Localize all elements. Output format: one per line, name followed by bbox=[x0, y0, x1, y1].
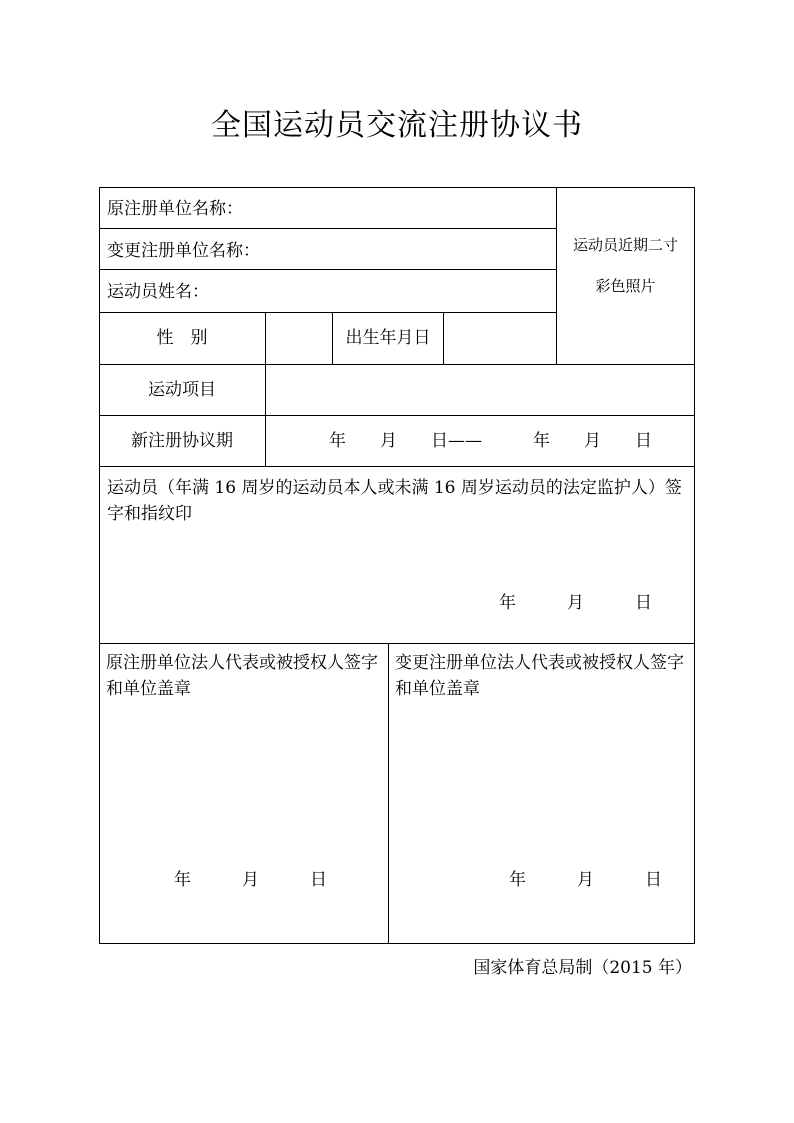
signature-column-divider bbox=[388, 643, 389, 944]
row-divider bbox=[99, 364, 695, 365]
table-border-top bbox=[99, 187, 695, 188]
athlete-signature-date: 年 月 日 bbox=[499, 593, 652, 613]
table-border-bottom bbox=[99, 943, 695, 944]
row-divider bbox=[99, 643, 695, 644]
athlete-name-label: 运动员姓名： bbox=[107, 282, 209, 302]
registration-form-table bbox=[99, 187, 695, 944]
athlete-signature-instruction: 运动员（年满 16 周岁的运动员本人或未满 16 周岁运动员的法定监护人）签字和指纹印 bbox=[107, 478, 682, 524]
new-unit-signature-date: 年 月 日 bbox=[509, 870, 662, 890]
document-title: 全国运动员交流注册协议书 bbox=[211, 108, 583, 143]
original-unit-signature-instruction: 原注册单位法人代表或被授权人签字和单位盖章 bbox=[106, 653, 378, 699]
new-unit-label: 变更注册单位名称： bbox=[107, 241, 260, 261]
photo-placeholder-line2: 彩色照片 bbox=[595, 277, 656, 295]
row-divider bbox=[99, 312, 557, 313]
photo-placeholder-line1: 运动员近期二寸 bbox=[572, 236, 678, 254]
agreement-period-value: 年 月 日—— 年 月 日 bbox=[329, 431, 652, 451]
gender-label: 性 别 bbox=[156, 328, 208, 348]
row-divider bbox=[99, 415, 695, 416]
birth-date-label: 出生年月日 bbox=[345, 328, 431, 348]
issuer-footer: 国家体育总局制（2015 年） bbox=[473, 958, 692, 978]
original-unit-signature-date: 年 月 日 bbox=[174, 870, 327, 890]
cell-divider bbox=[443, 312, 444, 364]
original-unit-label: 原注册单位名称： bbox=[107, 199, 243, 219]
row-divider bbox=[99, 466, 695, 467]
label-column-divider bbox=[265, 312, 266, 466]
table-border-right bbox=[694, 187, 695, 944]
new-unit-signature-instruction: 变更注册单位法人代表或被授权人签字和单位盖章 bbox=[395, 653, 684, 699]
sport-label: 运动项目 bbox=[148, 380, 216, 400]
row-divider bbox=[99, 228, 557, 229]
row-divider bbox=[99, 269, 557, 270]
agreement-period-label: 新注册协议期 bbox=[131, 431, 233, 451]
table-border-left bbox=[99, 187, 100, 944]
